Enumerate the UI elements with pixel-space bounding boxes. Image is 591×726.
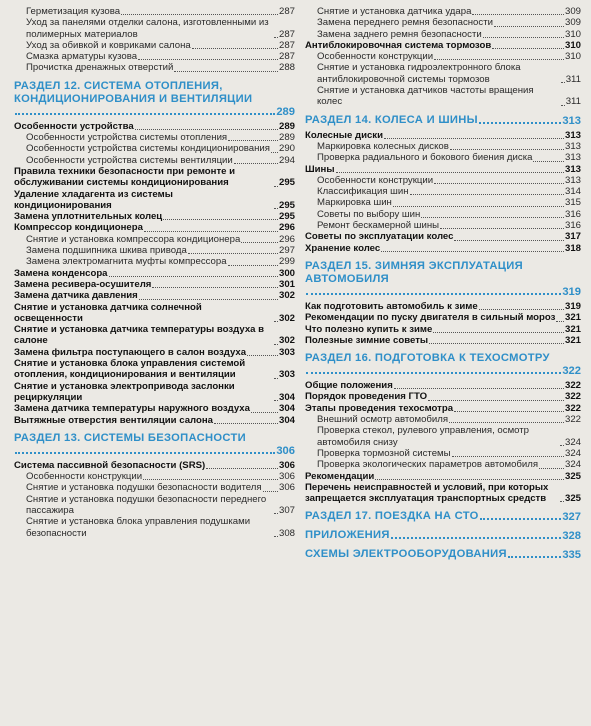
toc-entry-page: 289: [278, 120, 295, 132]
schemes-heading[interactable]: [305, 548, 581, 561]
toc-entry[interactable]: [14, 268, 295, 279]
toc-entry-title: Маркировка колесных дисков: [317, 140, 449, 152]
toc-entry[interactable]: [14, 302, 295, 325]
toc-entry[interactable]: [14, 121, 295, 132]
section-13-page: 306: [276, 444, 295, 457]
toc-entry-page: 324: [564, 436, 581, 448]
toc-entry-leader: [271, 152, 278, 153]
toc-entry-title: Антиблокировочная система тормозов: [305, 39, 492, 51]
toc-entry-leader: [421, 217, 564, 218]
toc-entry-page: 319: [564, 300, 581, 312]
toc-entry-title: Снятие и установка датчика солнечной освещенности: [14, 301, 202, 324]
toc-entry[interactable]: [14, 516, 295, 539]
toc-entry-leader: [472, 14, 564, 15]
toc-entry-page: 288: [278, 62, 295, 74]
toc-entry-leader: [274, 536, 278, 537]
toc-entry[interactable]: [305, 482, 581, 505]
toc-entry[interactable]: [14, 143, 295, 154]
toc-entry-leader: [384, 138, 564, 139]
toc-entry-title: Проверка радиального и бокового биения диска: [317, 152, 533, 164]
toc-entry-title: Снятие и установка подушки безопасности переднего пассажира: [26, 493, 267, 516]
toc-entry-leader: [139, 299, 278, 300]
toc-entry[interactable]: [305, 164, 581, 175]
toc-entry[interactable]: [14, 17, 295, 40]
toc-entry-leader: [241, 242, 278, 243]
section-17-page: 327: [562, 511, 581, 524]
toc-entry[interactable]: [305, 448, 581, 459]
toc-entry[interactable]: [14, 211, 295, 222]
toc-entry-title: Особенности конструкции: [317, 174, 434, 186]
toc-entry-title: Советы по эксплуатации колес: [305, 231, 454, 243]
toc-entry-page: 295: [278, 199, 295, 211]
toc-entry-page: 287: [278, 39, 295, 51]
section-13-title: РАЗДЕЛ 13. СИСТЕМЫ БЕЗОПАСНОСТИ: [14, 431, 246, 444]
toc-entry-leader: [434, 59, 564, 60]
toc-entry-page: 310: [564, 28, 581, 40]
left-top-items: [14, 6, 295, 74]
appendix-leader: [391, 537, 562, 539]
section-12-title: РАЗДЕЛ 12. СИСТЕМА ОТОПЛЕНИЯ, КОНДИЦИОНИРОВАНИЯ И ВЕНТИЛЯЦИИ: [14, 79, 253, 105]
toc-entry-page: 302: [278, 312, 295, 324]
toc-entry[interactable]: [305, 335, 581, 346]
section-12-page: 289: [276, 105, 295, 118]
toc-entry-page: 317: [564, 231, 581, 243]
toc-entry-title: Особенности устройства системы вентиляции: [26, 154, 233, 166]
toc-entry-leader: [556, 321, 564, 322]
toc-entry[interactable]: [305, 231, 581, 242]
toc-entry[interactable]: [305, 152, 581, 163]
toc-entry-page: 309: [564, 6, 581, 17]
toc-entry-title: Проверка тормозной системы: [317, 447, 451, 459]
toc-entry[interactable]: [14, 256, 295, 267]
toc-entry-title: Порядок проведения ГТО: [305, 391, 428, 403]
section-15-leader: [306, 293, 561, 295]
toc-entry-leader: [138, 59, 278, 60]
toc-entry[interactable]: [14, 415, 295, 426]
toc-entry-title: Перечень неисправностей и условий, при которых запрещается эксплуатация транспортных средств: [305, 481, 549, 505]
toc-entry-title: Замена фильтра поступающего в салон воздуха: [14, 346, 247, 358]
toc-entry-title: Вытяжные отверстия вентиляции салона: [14, 414, 213, 426]
toc-entry-title: Снятие и установка датчика удара: [317, 6, 472, 17]
toc-entry[interactable]: [305, 391, 581, 402]
toc-entry-leader: [228, 265, 278, 266]
toc-entry-page: 310: [564, 39, 581, 51]
toc-entry-title: Колесные диски: [305, 129, 384, 141]
toc-entry[interactable]: [14, 222, 295, 233]
toc-entry-leader: [429, 343, 564, 344]
toc-entry-title: Проверка стекол, рулевого управления, осмотр автомобиля снизу: [317, 425, 530, 448]
section-13-heading[interactable]: [14, 432, 295, 457]
toc-entry-page: 315: [564, 197, 581, 209]
toc-entry-leader: [228, 140, 278, 141]
toc-entry-page: 290: [278, 143, 295, 155]
toc-entry-page: 318: [564, 242, 581, 254]
toc-entry-page: 316: [564, 220, 581, 232]
toc-entry-page: 308: [278, 527, 295, 539]
section-15-items: [305, 301, 581, 346]
toc-entry-page: 307: [278, 504, 295, 516]
toc-entry[interactable]: [14, 381, 295, 404]
toc-entry-page: 316: [564, 208, 581, 220]
toc-entry-title: Что полезно купить к зиме: [305, 323, 433, 335]
toc-entry[interactable]: [305, 414, 581, 425]
toc-entry[interactable]: [305, 380, 581, 391]
toc-entry-page: 303: [278, 369, 295, 381]
toc-entry-title: Маркировка шин: [317, 197, 392, 209]
toc-entry-leader: [188, 253, 278, 254]
toc-entry-title: Прочистка дренажных отверстий: [26, 62, 174, 74]
toc-entry[interactable]: [305, 425, 581, 448]
toc-entry-page: 302: [278, 335, 295, 347]
toc-entry[interactable]: [14, 6, 295, 17]
toc-entry[interactable]: [14, 245, 295, 256]
section-15-heading[interactable]: [305, 260, 581, 298]
toc-entry-leader: [109, 276, 278, 277]
appendix-title: ПРИЛОЖЕНИЯ: [305, 529, 390, 542]
toc-entry-leader: [479, 309, 564, 310]
section-16-page: 322: [562, 365, 581, 378]
toc-entry-title: Проверка экологических параметров автомобиля: [317, 459, 539, 471]
toc-entry[interactable]: [14, 347, 295, 358]
toc-entry-title: Полезные зимние советы: [305, 334, 429, 346]
right-top-items: [305, 6, 581, 108]
toc-entry-page: 287: [278, 6, 295, 17]
toc-entry[interactable]: [14, 290, 295, 301]
toc-entry-page: 322: [564, 414, 581, 426]
toc-entry-leader: [428, 400, 564, 401]
toc-entry-page: 309: [564, 17, 581, 29]
toc-entry[interactable]: [305, 17, 581, 28]
toc-entry[interactable]: [14, 403, 295, 414]
toc-entry-leader: [274, 37, 278, 38]
toc-entry-leader: [560, 445, 564, 446]
toc-entry-leader: [251, 412, 278, 413]
section-16-leader: [306, 372, 561, 374]
toc-entry-leader: [375, 479, 564, 480]
toc-entry-page: 302: [278, 290, 295, 302]
toc-entry[interactable]: [14, 166, 295, 189]
toc-entry-leader: [454, 240, 564, 241]
toc-entry[interactable]: [305, 459, 581, 470]
toc-entry-page: 313: [564, 129, 581, 141]
toc-entry-leader: [539, 468, 564, 469]
toc-entry-page: 287: [278, 51, 295, 63]
toc-entry-title: Замена заднего ремня безопасности: [317, 28, 482, 40]
toc-entry-title: Особенности устройства системы отопления: [26, 132, 228, 144]
toc-entry[interactable]: [305, 243, 581, 254]
toc-entry-title: Замена ресивера-осушителя: [14, 278, 152, 290]
toc-entry-title: Замена конденсора: [14, 267, 108, 279]
toc-entry-page: 296: [278, 222, 295, 234]
toc-entry-page: 324: [564, 459, 581, 471]
toc-entry-title: Замена датчика температуры наружного воздуха: [14, 403, 250, 415]
toc-entry-leader: [561, 105, 565, 106]
toc-entry-page: 310: [564, 51, 581, 63]
toc-entry-page: 322: [564, 380, 581, 392]
toc-entry-page: 295: [278, 177, 295, 189]
toc-entry-title: Снятие и установка электропривода заслонки рециркуляции: [14, 380, 235, 403]
toc-entry-page: 306: [278, 471, 295, 483]
toc-entry-title: Особенности устройства: [14, 120, 134, 132]
appendix-heading[interactable]: [305, 529, 581, 542]
toc-entry-page: 304: [278, 403, 295, 415]
toc-entry-leader: [135, 129, 278, 130]
schemes-title: СХЕМЫ ЭЛЕКТРООБОРУДОВАНИЯ: [305, 548, 507, 561]
section-16-items: [305, 380, 581, 504]
toc-entry-leader: [214, 423, 278, 424]
toc-entry-title: Ремонт бескамерной шины: [317, 220, 440, 232]
toc-entry[interactable]: [305, 209, 581, 220]
toc-entry-title: Компрессор кондиционера: [14, 222, 143, 234]
toc-entry[interactable]: [14, 62, 295, 73]
toc-entry-leader: [560, 501, 564, 502]
toc-entry-title: Рекомендации: [305, 470, 375, 482]
toc-entry-title: Хранение колес: [305, 242, 381, 254]
toc-entry-leader: [450, 149, 564, 150]
toc-entry-leader: [434, 183, 564, 184]
toc-entry-title: Замена датчика давления: [14, 290, 138, 302]
toc-entry-leader: [121, 14, 278, 15]
toc-entry-leader: [274, 321, 278, 322]
toc-entry-page: 306: [278, 459, 295, 471]
toc-entry-page: 313: [564, 152, 581, 164]
toc-entry[interactable]: [305, 62, 581, 85]
toc-entry-page: 321: [564, 323, 581, 335]
toc-entry-title: Снятие и установка датчиков частоты вращения колес: [317, 85, 534, 108]
toc-entry-page: 304: [278, 414, 295, 426]
toc-entry[interactable]: [14, 155, 295, 166]
toc-entry-leader: [163, 219, 278, 220]
toc-entry-leader: [483, 37, 564, 38]
toc-entry[interactable]: [14, 460, 295, 471]
toc-entry-page: 324: [564, 447, 581, 459]
section-14-items: [305, 130, 581, 254]
section-17-title: РАЗДЕЛ 17. ПОЕЗДКА НА СТО: [305, 510, 479, 523]
toc-left-column: [14, 6, 295, 539]
toc-entry[interactable]: [305, 141, 581, 152]
toc-entry-title: Снятие и установка блока управления подушками безопасности: [26, 516, 251, 539]
toc-entry-title: Смазка арматуры кузова: [26, 51, 138, 63]
section-17-heading[interactable]: [305, 510, 581, 523]
toc-entry-page: 313: [564, 174, 581, 186]
toc-entry-page: 294: [278, 154, 295, 166]
toc-entry-leader: [449, 422, 564, 423]
section-14-title: РАЗДЕЛ 14. КОЛЕСА И ШИНЫ: [305, 113, 478, 126]
toc-entry-title: Удаление хладагента из системы кондиционирования: [14, 188, 173, 211]
toc-entry-title: Снятие и установка подушки безопасности водителя: [26, 482, 262, 494]
toc-entry[interactable]: [14, 358, 295, 381]
toc-entry-leader: [274, 186, 278, 187]
toc-entry-leader: [274, 208, 278, 209]
toc-entry-title: Герметизация кузова: [26, 6, 121, 17]
toc-entry[interactable]: [14, 494, 295, 517]
toc-entry-leader: [394, 388, 564, 389]
toc-entry[interactable]: [14, 471, 295, 482]
toc-entry[interactable]: [305, 403, 581, 414]
toc-entry-leader: [561, 82, 565, 83]
schemes-leader: [508, 556, 561, 558]
toc-entry-title: Общие положения: [305, 380, 393, 392]
toc-entry-title: Классификация шин: [317, 186, 409, 198]
toc-entry-leader: [192, 48, 278, 49]
toc-entry-page: 289: [278, 132, 295, 144]
toc-entry-page: 296: [278, 233, 295, 245]
toc-entry-title: Система пассивной безопасности (SRS): [14, 459, 206, 471]
toc-right-column: [305, 6, 581, 564]
toc-entry[interactable]: [305, 6, 581, 17]
toc-entry-page: 295: [278, 211, 295, 223]
toc-entry[interactable]: [14, 234, 295, 245]
toc-entry-title: Этапы проведения техосмотра: [305, 402, 454, 414]
toc-entry-page: 306: [278, 482, 295, 494]
toc-entry-page: 321: [564, 312, 581, 324]
toc-entry[interactable]: [14, 324, 295, 347]
toc-entry-leader: [494, 26, 564, 27]
toc-entry-title: Снятие и установка компрессора кондиционера: [26, 233, 241, 245]
section-12-items: [14, 121, 295, 426]
toc-entry-title: Снятие и установка датчика температуры воздуха в салоне: [14, 324, 265, 347]
toc-entry-leader: [393, 206, 564, 207]
toc-entry[interactable]: [305, 312, 581, 323]
section-13-items: [14, 460, 295, 539]
toc-entry-leader: [274, 344, 278, 345]
toc-entry-leader: [533, 161, 564, 162]
toc-entry-title: Советы по выбору шин: [317, 208, 421, 220]
toc-entry-leader: [144, 231, 278, 232]
toc-entry-page: 322: [564, 391, 581, 403]
appendix-page: 328: [562, 530, 581, 543]
toc-entry-title: Снятие и установка гидроэлектронного блока антиблокировочной системы тормозов: [317, 62, 521, 85]
toc-entry-page: 300: [278, 267, 295, 279]
toc-entry-page: 304: [278, 391, 295, 403]
toc-entry[interactable]: [14, 482, 295, 493]
toc-entry-leader: [143, 479, 278, 480]
toc-entry[interactable]: [305, 130, 581, 141]
toc-entry[interactable]: [305, 301, 581, 312]
toc-entry[interactable]: [305, 175, 581, 186]
schemes-page: 335: [562, 549, 581, 562]
section-15-title: РАЗДЕЛ 15. ЗИМНЯЯ ЭКСПЛУАТАЦИЯ АВТОМОБИЛЯ: [305, 259, 523, 285]
toc-entry-page: 311: [565, 96, 581, 108]
toc-entry-page: 314: [564, 186, 581, 198]
toc-entry-title: Снятие и установка блока управления системой отопления, кондиционирования и вентиляции: [14, 358, 246, 381]
toc-entry[interactable]: [305, 220, 581, 231]
toc-entry-page: 287: [278, 28, 295, 40]
section-12-leader: [15, 113, 275, 115]
section-14-heading[interactable]: [305, 114, 581, 127]
toc-entry-leader: [452, 456, 564, 457]
toc-entry-title: Особенности конструкции: [26, 471, 143, 483]
toc-entry-title: Уход за обивкой и ковриками салона: [26, 39, 191, 51]
toc-entry-leader: [454, 411, 564, 412]
toc-entry[interactable]: [305, 51, 581, 62]
toc-entry-leader: [247, 355, 278, 356]
toc-entry-leader: [152, 287, 278, 288]
toc-entry[interactable]: [305, 471, 581, 482]
toc-entry[interactable]: [14, 40, 295, 51]
toc-entry-leader: [274, 378, 278, 379]
toc-entry-leader: [410, 194, 564, 195]
toc-entry-title: Замена подшипника шкива привода: [26, 245, 187, 257]
section-14-leader: [479, 122, 561, 124]
toc-entry-title: Правила техники безопасности при ремонте и обслуживании системы кондиционирования: [14, 165, 236, 189]
toc-entry-title: Рекомендации по пуску двигателя в сильный мороз: [305, 312, 556, 324]
section-16-heading[interactable]: [305, 352, 581, 377]
toc-entry-title: Замена электромагнита муфты компрессора: [26, 256, 227, 268]
section-12-heading[interactable]: [14, 80, 295, 118]
toc-entry[interactable]: [305, 324, 581, 335]
toc-entry-leader: [381, 251, 564, 252]
toc-entry-leader: [263, 491, 278, 492]
toc-entry[interactable]: [305, 85, 581, 108]
toc-entry-page: 297: [278, 245, 295, 257]
toc-entry-leader: [433, 332, 564, 333]
toc-entry[interactable]: [305, 186, 581, 197]
toc-entry-leader: [274, 400, 278, 401]
toc-entry[interactable]: [14, 279, 295, 290]
toc-entry-title: Как подготовить автомобиль к зиме: [305, 300, 478, 312]
section-15-page: 319: [562, 285, 581, 298]
toc-entry-page: 303: [278, 346, 295, 358]
toc-entry-title: Уход за панелями отделки салона, изготовленными из полимерных материалов: [26, 17, 269, 40]
toc-entry-title: Замена переднего ремня безопасности: [317, 17, 493, 29]
toc-entry[interactable]: [14, 132, 295, 143]
toc-entry[interactable]: [305, 29, 581, 40]
toc-entry-title: Замена уплотнительных колец: [14, 211, 163, 223]
toc-entry-leader: [440, 228, 564, 229]
toc-entry[interactable]: [14, 51, 295, 62]
toc-entry-page: 311: [565, 73, 581, 85]
toc-entry-title: Особенности устройства системы кондиционирования: [26, 143, 270, 155]
toc-entry-title: Внешний осмотр автомобиля: [317, 414, 449, 426]
toc-entry[interactable]: [14, 189, 295, 212]
toc-entry-page: 299: [278, 256, 295, 268]
section-13-leader: [15, 452, 275, 454]
toc-entry-leader: [206, 468, 278, 469]
section-16-title: РАЗДЕЛ 16. ПОДГОТОВКА К ТЕХОСМОТРУ: [305, 352, 550, 365]
toc-entry-page: 321: [564, 334, 581, 346]
toc-entry-page: 325: [564, 493, 581, 505]
toc-entry-leader: [174, 71, 278, 72]
toc-entry[interactable]: [305, 40, 581, 51]
toc-entry-page: 322: [564, 402, 581, 414]
toc-entry-page: 325: [564, 470, 581, 482]
section-17-leader: [480, 518, 562, 520]
toc-entry-leader: [492, 48, 564, 49]
toc-entry-title: Особенности конструкции: [317, 51, 434, 63]
toc-entry-leader: [336, 172, 564, 173]
toc-entry-title: Шины: [305, 163, 335, 175]
toc-entry-leader: [274, 513, 278, 514]
toc-entry-leader: [234, 163, 278, 164]
toc-entry-page: 313: [564, 140, 581, 152]
toc-entry[interactable]: [305, 197, 581, 208]
section-14-page: 313: [562, 114, 581, 127]
toc-entry-page: 301: [278, 278, 295, 290]
toc-entry-page: 313: [564, 163, 581, 175]
